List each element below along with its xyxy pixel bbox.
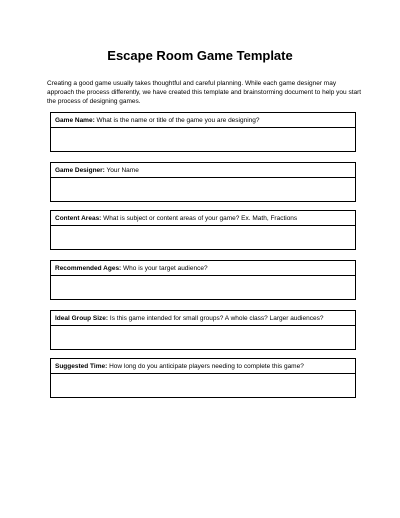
- suggested-time-label: Suggested Time:: [55, 363, 108, 370]
- content-areas-section: [50, 210, 356, 250]
- game-name-label: Game Name:: [55, 117, 95, 124]
- game-designer-prompt: Your Name: [104, 167, 139, 174]
- content-areas-label: Content Areas:: [55, 215, 102, 222]
- ideal-group-size-label: Ideal Group Size:: [55, 315, 109, 322]
- intro-paragraph: Creating a good game usually takes thoughtful and careful planning. While each game designer may approach the process differently, we have created this template and brainstorming document to help you start the process of designing games.: [47, 80, 362, 105]
- game-name-prompt: What is the name or title of the game you are designing?: [94, 117, 260, 124]
- game-name-section: [50, 112, 356, 152]
- ideal-group-size-section: [50, 310, 356, 350]
- ideal-group-size-label-row: [51, 311, 355, 326]
- recommended-ages-label: Recommended Ages:: [55, 265, 122, 272]
- suggested-time-label-row: [51, 359, 355, 374]
- game-name-answer-field[interactable]: [51, 128, 355, 152]
- content-areas-prompt: What is subject or content areas of your game? Ex. Math, Fractions: [101, 215, 298, 222]
- suggested-time-prompt: How long do you anticipate players needing to complete this game?: [107, 363, 304, 370]
- game-designer-answer-field[interactable]: [51, 178, 355, 202]
- content-areas-label-row: [51, 211, 355, 226]
- recommended-ages-answer-field[interactable]: [51, 276, 355, 300]
- recommended-ages-prompt: Who is your target audience?: [121, 265, 208, 272]
- ideal-group-size-prompt: Is this game intended for small groups? A whole class? Larger audiences?: [108, 315, 324, 322]
- game-designer-label-row: [51, 163, 355, 178]
- page-title: Escape Room Game Template: [107, 48, 293, 63]
- game-name-label-row: [51, 113, 355, 128]
- suggested-time-section: [50, 358, 356, 398]
- recommended-ages-section: [50, 260, 356, 300]
- content-areas-answer-field[interactable]: [51, 226, 355, 250]
- suggested-time-answer-field[interactable]: [51, 374, 355, 398]
- game-designer-section: [50, 162, 356, 202]
- game-designer-label: Game Designer:: [55, 167, 105, 174]
- recommended-ages-label-row: [51, 261, 355, 276]
- ideal-group-size-answer-field[interactable]: [51, 326, 355, 350]
